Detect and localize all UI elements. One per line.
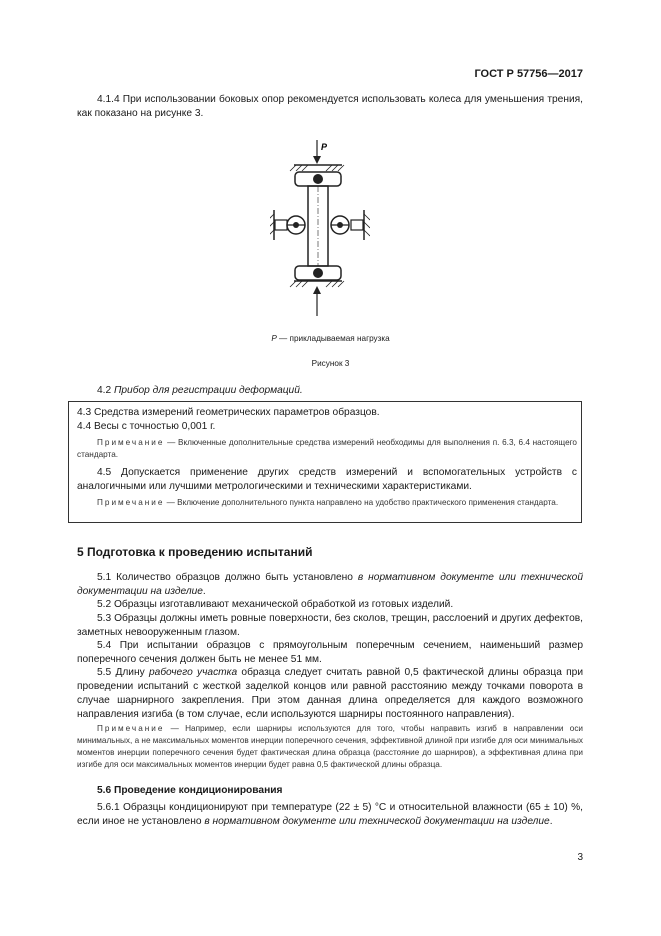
paragraph-5-6-1 <box>77 801 583 829</box>
paragraph-4-2 <box>77 384 583 398</box>
note-5-5-label: Примечание <box>97 724 165 733</box>
p51-a: 5.1 Количество образцов должно быть установлено <box>97 572 358 583</box>
paragraph-4-3: 4.3 Средства измерений геометрических параметров образцов. <box>77 407 380 418</box>
page-number: 3 <box>577 852 583 863</box>
legend-text: — прикладываемая нагрузка <box>276 334 390 343</box>
paragraph-4-4: 4.4 Весы с точностью 0,001 г. <box>77 421 216 432</box>
subsection-5-6-title: 5.6 Проведение кондиционирования <box>97 785 283 796</box>
note-1 <box>77 437 577 461</box>
paragraph-5-3: 5.3 Образцы должны иметь ровные поверхности, без сколов, трещин, расслоений и других дефектов, заметных невооруженным глазом. <box>77 613 583 638</box>
paragraph-4-5: 4.5 Допускается применение других средств измерений и вспомогательных устройств с аналогичными или лучшими метрологическими и техническими характеристиками. <box>77 467 577 492</box>
figure-legend <box>0 334 661 343</box>
legend-symbol: P <box>271 334 277 343</box>
paragraph-4-2-num: 4.2 <box>97 385 114 396</box>
p55-c: образца следует считать равной 0,5 фактической длины образца при проведении испытаний с жесткой заделкой концов или равной расстоянию между точками поворота в случае шарнирного закрепления. При этом данная длина определяется для каждого возможного направления изгиба (в том случае, если используются шарниры постоянного направления). <box>77 667 584 720</box>
note-2-label: Примечание <box>97 498 165 507</box>
boxed-amendment <box>68 401 582 523</box>
p55-a: 5.5 Длину <box>97 667 149 678</box>
p561-b: в нормативном документе или технической документации на изделие <box>204 816 550 827</box>
section-5-title: 5 Подготовка к проведению испытаний <box>77 545 313 559</box>
p55-b: рабочего участка <box>148 667 238 678</box>
standard-header: ГОСТ Р 57756—2017 <box>474 68 583 80</box>
paragraph-5-4: 5.4 При испытании образцов с прямоугольным поперечным сечением, наименьший размер поперечного сечения должен быть не менее 51 мм. <box>77 640 583 665</box>
paragraph-4-1-4: 4.1.4 При использовании боковых опор рекомендуется использовать колеса для уменьшения трения, как показано на рисунке 3. <box>77 94 583 119</box>
figure-caption: Рисунок 3 <box>311 359 350 368</box>
figure-3-drawing <box>270 138 370 318</box>
paragraph-5-1 <box>77 571 583 599</box>
note-5-5 <box>77 723 583 771</box>
note-1-text: — Включенные дополнительные средства измерений необходимы для выполнения п. 6.3, 6.4 настоящего стандарта. <box>77 438 577 459</box>
paragraph-4-2-text: Прибор для регистрации деформаций. <box>114 385 303 396</box>
p561-a: 5.6.1 Образцы кондиционируют при температуре (22 ± 5) °С и относительной влажности (65 ± 10) %, если иное не установлено <box>77 802 583 827</box>
paragraph-5-2: 5.2 Образцы изготавливают механической обработкой из готовых изделий. <box>97 599 454 610</box>
note-2-text: — Включение дополнительного пункта направлено на удобство практического применения стандарта. <box>164 498 559 507</box>
paragraph-5-5 <box>77 666 583 722</box>
note-1-label: Примечание <box>97 438 165 447</box>
load-label: P <box>321 142 328 152</box>
note-5-5-text: — Например, если шарниры используются для того, чтобы направить изгиб в направлении оси минимальных, а не максимальных моментов инерции поперечного сечения, эффективной длиной при изгибе для оси минимальных моментов инерции поперечного сечения будет фактическая длина образца (расстояние до шарниров), а эффективная длина при изгибе для оси максимальных моментов инерции будет равна 0,5 фактической длины образца. <box>77 724 583 769</box>
p561-c: . <box>549 816 553 827</box>
note-2 <box>77 497 577 509</box>
p51-c: . <box>202 586 206 597</box>
p51-b: в нормативном документе или технической документации на изделие <box>77 572 583 597</box>
